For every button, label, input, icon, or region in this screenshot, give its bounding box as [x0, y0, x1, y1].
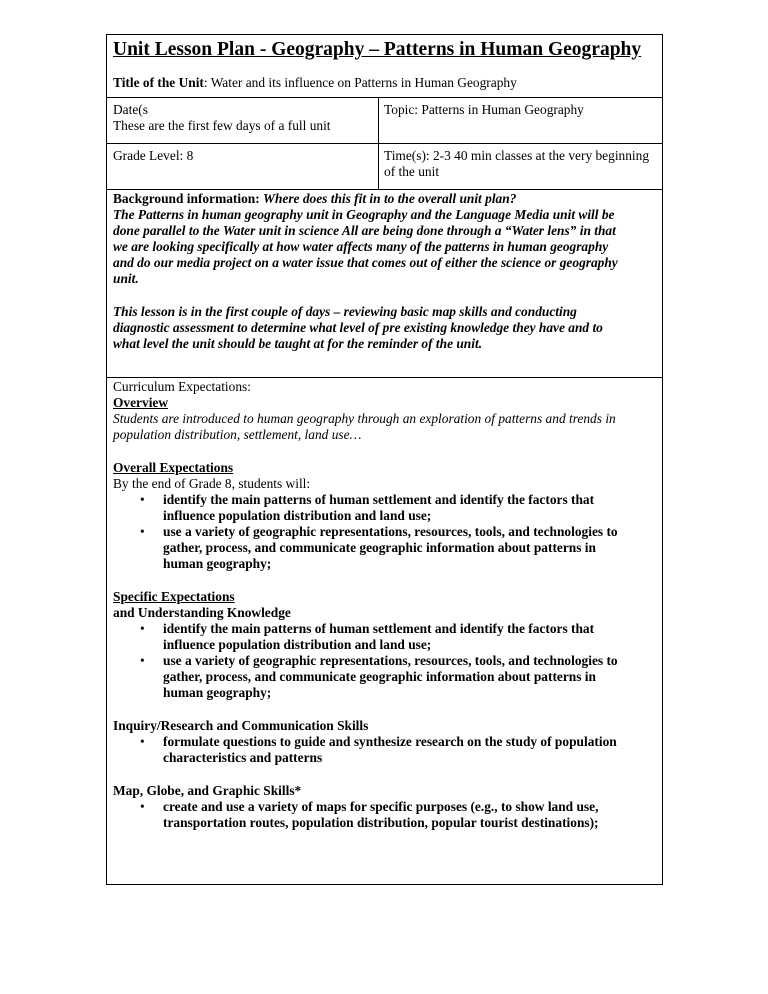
list-item	[113, 524, 661, 572]
specific-expectations-list	[113, 621, 661, 701]
unit-title-value: : Water and its influence on Patterns in Human Geography	[203, 75, 517, 90]
table-bottom-border	[107, 189, 662, 190]
list-item	[113, 799, 661, 831]
grade-cell	[113, 148, 373, 164]
time-text-line2: of the unit	[384, 164, 440, 179]
unit-title-line	[113, 75, 517, 91]
list-line: influence population distribution and land use;	[163, 637, 432, 652]
background-paragraph-2	[113, 304, 661, 352]
table-row-divider	[107, 143, 662, 144]
list-item	[113, 621, 661, 653]
overview-text	[113, 411, 661, 443]
background-line: unit.	[113, 271, 139, 286]
list-line: use a variety of geographic representations, resources, tools, and technologies to	[163, 524, 618, 539]
background-section	[113, 191, 661, 352]
bullet-icon: •	[140, 492, 145, 507]
time-text-line1: Time(s): 2-3 40 min classes at the very beginning	[384, 148, 650, 163]
section-divider	[107, 377, 662, 378]
background-line: The Patterns in human geography unit in Geography and the Language Media unit will be	[113, 207, 615, 222]
background-line: what level the unit should be taught at for the reminder of the unit.	[113, 336, 483, 351]
background-paragraph-1	[113, 207, 661, 287]
bullet-icon: •	[140, 653, 145, 668]
background-question: Where does this fit in to the overall unit plan?	[263, 191, 517, 206]
background-line: This lesson is in the first couple of days – reviewing basic map skills and conducting	[113, 304, 577, 319]
dates-cell	[113, 102, 373, 134]
inquiry-list	[113, 734, 661, 766]
list-line: gather, process, and communicate geographic information about patterns in	[163, 669, 596, 684]
topic-cell	[384, 102, 659, 118]
specific-expectations-heading: Specific Expectations	[113, 589, 235, 604]
unit-title-label: Title of the Unit	[113, 75, 204, 90]
overview-heading: Overview	[113, 395, 169, 410]
bullet-icon: •	[140, 524, 145, 539]
background-line: diagnostic assessment to determine what level of pre existing knowledge they have and to	[113, 320, 603, 335]
list-line: human geography;	[163, 556, 272, 571]
curriculum-section	[113, 379, 661, 831]
lesson-plan-frame	[106, 34, 663, 885]
list-line: influence population distribution and land use;	[163, 508, 432, 523]
bullet-icon: •	[140, 799, 145, 814]
time-cell	[384, 148, 662, 180]
list-line: gather, process, and communicate geographic information about patterns in	[163, 540, 596, 555]
list-line: transportation routes, population distribution, popular tourist destinations);	[163, 815, 599, 830]
list-line: human geography;	[163, 685, 272, 700]
specific-subheading: and Understanding Knowledge	[113, 605, 291, 620]
table-top-border	[107, 97, 662, 98]
list-line: identify the main patterns of human settlement and identify the factors that	[163, 492, 595, 507]
overview-line: population distribution, settlement, land use…	[113, 427, 362, 442]
map-skills-heading: Map, Globe, and Graphic Skills*	[113, 783, 302, 798]
overall-expectations-list	[113, 492, 661, 572]
list-line: identify the main patterns of human settlement and identify the factors that	[163, 621, 595, 636]
list-item	[113, 653, 661, 701]
dates-label: Date(s	[113, 102, 148, 117]
map-skills-list	[113, 799, 661, 831]
list-line: create and use a variety of maps for specific purposes (e.g., to show land use,	[163, 799, 599, 814]
grade-text: Grade Level: 8	[113, 148, 194, 163]
background-line: and do our media project on a water issue that comes out of either the science or geography	[113, 255, 618, 270]
overall-intro: By the end of Grade 8, students will:	[113, 476, 311, 491]
topic-text: Topic: Patterns in Human Geography	[384, 102, 584, 117]
list-item	[113, 492, 661, 524]
bullet-icon: •	[140, 621, 145, 636]
list-line: formulate questions to guide and synthesize research on the study of population	[163, 734, 617, 749]
background-line: done parallel to the Water unit in science All are being done through a “Water lens” in that	[113, 223, 616, 238]
dates-note: These are the first few days of a full unit	[113, 118, 331, 133]
background-label: Background information:	[113, 191, 264, 206]
list-line: use a variety of geographic representations, resources, tools, and technologies to	[163, 653, 618, 668]
overview-line: Students are introduced to human geography through an exploration of patterns and trends in	[113, 411, 616, 426]
table-column-divider	[378, 97, 379, 189]
curriculum-heading: Curriculum Expectations:	[113, 379, 251, 394]
background-line: we are looking specifically at how water affects many of the patterns in human geography	[113, 239, 609, 254]
list-line: characteristics and patterns	[163, 750, 323, 765]
inquiry-heading: Inquiry/Research and Communication Skills	[113, 718, 369, 733]
document-title: Unit Lesson Plan - Geography – Patterns in Human Geography	[113, 39, 642, 60]
overall-expectations-heading: Overall Expectations	[113, 460, 234, 475]
list-item	[113, 734, 661, 766]
bullet-icon: •	[140, 734, 145, 749]
